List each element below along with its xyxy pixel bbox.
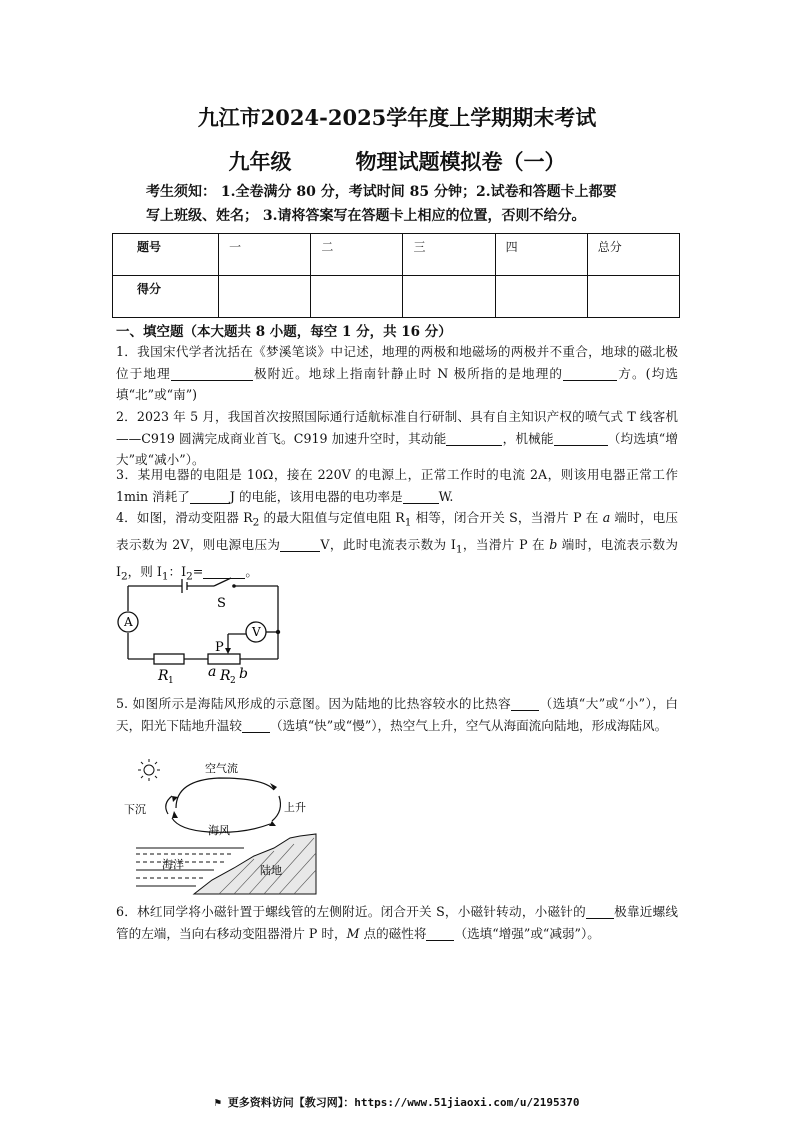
- label-v-meter: V: [252, 625, 261, 639]
- table-row: [113, 276, 680, 318]
- q4-text: a: [602, 510, 611, 525]
- label-b-end: b: [239, 666, 248, 682]
- answer-blank[interactable]: [403, 489, 439, 504]
- subscript: 1: [455, 543, 463, 556]
- label-r1: R: [158, 668, 169, 684]
- score-input-cell[interactable]: [219, 276, 311, 318]
- q4-text: ，则 I: [127, 564, 162, 580]
- slider-arrow: [225, 648, 231, 654]
- q5-text-c: （选填“快”或“慢”），热空气上升，空气从海面流向陆地，形成海陆风。: [269, 717, 668, 733]
- answer-blank[interactable]: [426, 926, 454, 941]
- table-cell: 得分: [113, 276, 219, 318]
- subscript: 2: [120, 570, 128, 583]
- q6-text-b: 极靠近螺线管的左端，当向右移动变阻器滑片 P 时，: [116, 904, 678, 941]
- arrow-head: [269, 821, 276, 826]
- circuit-diagram: [116, 574, 292, 684]
- label-a-meter: A: [124, 615, 133, 629]
- label-r2-sub: 2: [230, 676, 236, 684]
- notice-line-1: 考生须知： 1.全卷满分 80 分，考试时间 85 分钟；2.试卷和答题卡上都要: [146, 184, 617, 200]
- label-down: 下沉: [124, 803, 146, 816]
- sea-breeze-diagram: [124, 756, 324, 896]
- footer-link[interactable]: [0, 1094, 794, 1110]
- answer-blank[interactable]: [446, 431, 502, 446]
- table-cell: 四: [495, 234, 587, 276]
- q4-text: 的最大阻值与定值电阻 R: [259, 510, 405, 525]
- q4-text: 。: [245, 564, 258, 580]
- label-land: 陆地: [260, 864, 282, 877]
- q4-text: 端时，电压表示数为 2V，则电源电压为: [116, 510, 679, 553]
- sun-icon: [138, 759, 160, 781]
- score-input-cell[interactable]: [587, 276, 679, 318]
- question-2: [116, 406, 678, 471]
- table-cell: 总分: [587, 234, 679, 276]
- table-cell: 一: [219, 234, 311, 276]
- air-flow-top: [176, 778, 274, 808]
- q4-text: b: [549, 537, 558, 553]
- score-input-cell[interactable]: [495, 276, 587, 318]
- label-sea-wind: 海风: [208, 824, 230, 837]
- answer-blank[interactable]: [586, 904, 614, 919]
- q4-text: ，当滑片 P 在: [462, 537, 550, 553]
- junction-dot: [276, 630, 280, 634]
- table-cell: 二: [311, 234, 403, 276]
- answer-blank[interactable]: [171, 366, 253, 381]
- footer-text: 更多资料访问【教习网】：https://www.51jiaoxi.com/u/2195370: [227, 1096, 580, 1109]
- answer-blank[interactable]: [190, 489, 230, 504]
- air-flow-right: [272, 796, 280, 821]
- q2-text-b: ，机械能: [502, 430, 554, 446]
- resistor-r1: [154, 654, 184, 664]
- exam-notice: [146, 180, 676, 228]
- q4-text: 端时，电流表示数为 I: [116, 537, 678, 580]
- q4-text: 相等，闭合开关 S，当滑片 P 在: [411, 510, 603, 525]
- table-row: [113, 234, 680, 276]
- q1-text-a: 1．我国宋代学者沈括在《梦溪笔谈》中记述，地理的两极和地磁场的两极并不重合，地球的磁北极位于地理: [116, 344, 678, 381]
- q6-text-a: 6．林红同学将小磁针置于螺线管的左侧附近。闭合开关 S，小磁针转动，小磁针的: [116, 904, 586, 919]
- score-input-cell[interactable]: [403, 276, 495, 318]
- exam-subtitle: [0, 146, 794, 176]
- switch-lever: [214, 578, 231, 586]
- q4-text: ：I: [168, 564, 187, 580]
- label-up: 上升: [284, 801, 306, 814]
- answer-blank[interactable]: [280, 537, 320, 552]
- flag-icon: ⚑: [214, 1096, 228, 1109]
- score-input-cell[interactable]: [311, 276, 403, 318]
- label-p: P: [215, 640, 224, 655]
- label-r1-sub: 1: [168, 676, 174, 684]
- q6-text-d: （选填“增强”或“减弱”）。: [454, 925, 600, 941]
- switch-contact: [232, 584, 236, 588]
- section-heading: 一、填空题（本大题共 8 小题，每空 1 分，共 16 分）: [116, 324, 452, 340]
- q4-text: V，此时电流表示数为 I: [320, 537, 456, 553]
- answer-blank[interactable]: [554, 431, 608, 446]
- question-3: [116, 464, 678, 507]
- subscript: 1: [404, 516, 412, 529]
- subscript: 2: [186, 570, 193, 583]
- rheostat-r2: [208, 654, 240, 664]
- q3-text-c: W.: [438, 488, 454, 504]
- exam-title: 九江市2024-2025学年度上学期期末考试: [197, 105, 597, 130]
- q1-text-b: 极附近。地球上指南针静止时 N 极所指的是地理的: [252, 365, 564, 381]
- answer-blank[interactable]: [511, 696, 539, 711]
- label-a-end: a: [208, 664, 217, 680]
- arrow-head: [172, 811, 178, 818]
- q1-text-c: 方。(均选填“北”或“南”): [116, 365, 678, 402]
- q5-text-a: 5. 如图所示是海陆风形成的示意图。因为陆地的比热容较水的比热容: [116, 696, 512, 711]
- table-cell: 三: [403, 234, 495, 276]
- q2-text-a: 2．2023 年 5 月，我国首次按照国际通行适航标准自行研制、具有自主知识产权的喷气式 T 线客机——C919 圆满完成商业首飞。C919 加速升空时，其动能: [116, 409, 678, 446]
- land-area: [194, 834, 316, 894]
- grade-label: 九年级: [228, 149, 292, 174]
- q2-text-c: （均选填“增大”或“减小”）。: [116, 430, 678, 467]
- subscript: 2: [252, 516, 260, 529]
- arrow-head: [270, 783, 277, 790]
- question-1: [116, 341, 678, 406]
- answer-blank[interactable]: [563, 366, 617, 381]
- label-s: S: [217, 596, 226, 611]
- q6-m-point: M: [346, 925, 360, 941]
- subscript: 1: [161, 570, 169, 583]
- q3-text-b: J 的电能，该用电器的电功率是: [229, 488, 403, 504]
- score-table: [112, 233, 680, 318]
- notice-line-2: 写上班级、姓名； 3.请将答案写在答题卡上相应的位置，否则不给分。: [146, 208, 586, 224]
- question-6: [116, 901, 678, 944]
- question-5: [116, 693, 678, 736]
- label-air: 空气流: [205, 762, 238, 775]
- q6-text-c: 点的磁性将: [359, 925, 427, 941]
- air-flow-left: [166, 796, 172, 814]
- q4-text: =: [192, 564, 204, 580]
- q3-text-a: 3．某用电器的电阻是 10Ω，接在 220V 的电源上，正常工作时的电流 2A，则该用电器正常工作 1min 消耗了: [116, 467, 678, 504]
- subtitle-label: 物理试题模拟卷（一）: [355, 149, 566, 174]
- table-cell: 题号: [113, 234, 219, 276]
- q5-text-b: （选填“大”或“小”），白天，阳光下陆地升温较: [116, 696, 678, 733]
- label-r2: R: [220, 668, 231, 684]
- answer-blank[interactable]: [242, 718, 270, 733]
- q4-text: 4．如图，滑动变阻器 R: [116, 510, 253, 525]
- label-ocean: 海洋: [162, 858, 184, 871]
